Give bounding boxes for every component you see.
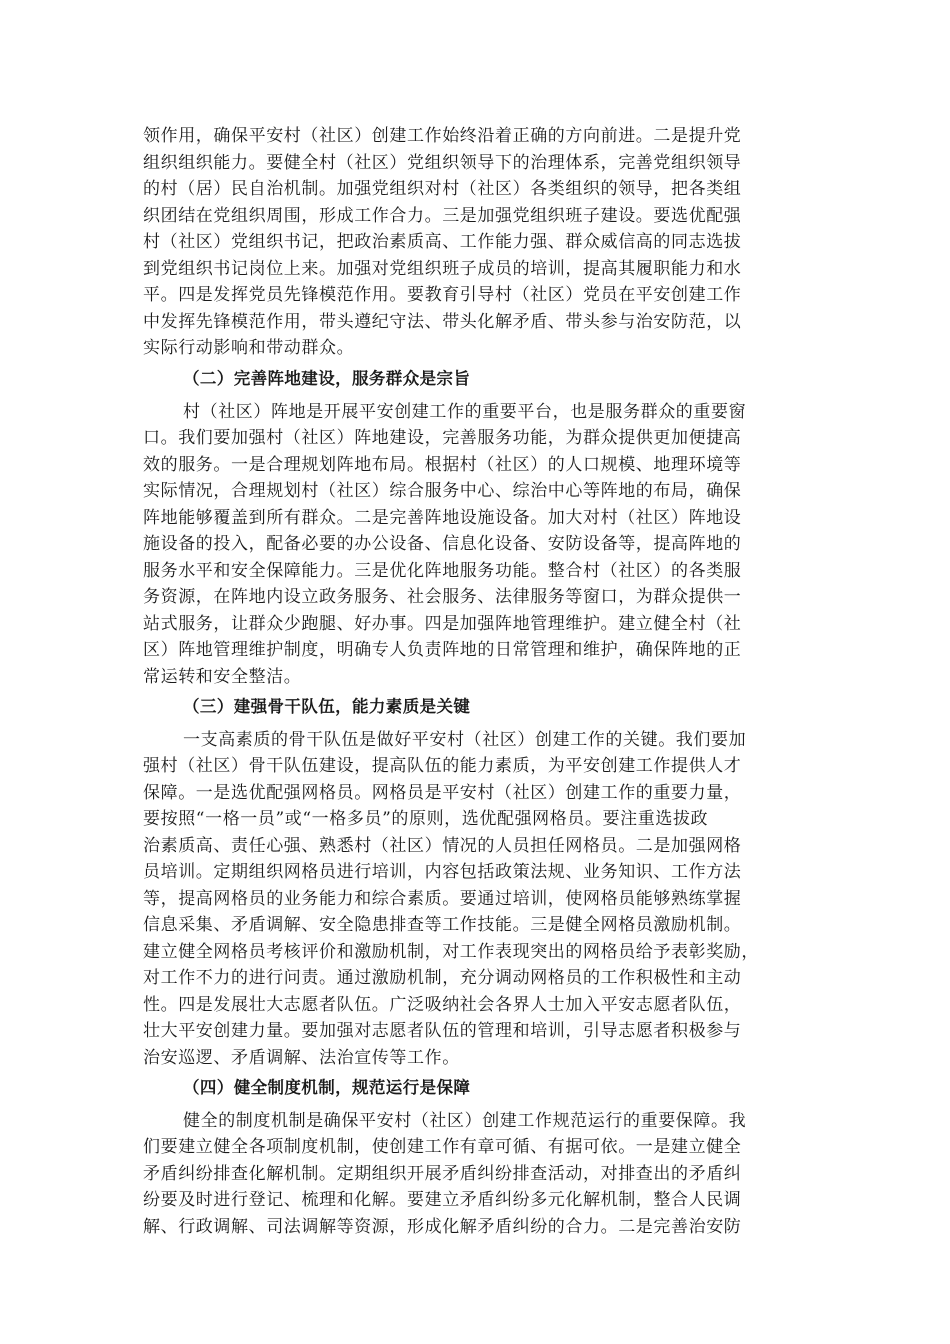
text-line: 实际行动影响和带动群众。 bbox=[143, 338, 355, 358]
text-line: 性。四是发展壮大志愿者队伍。广泛吸纳社会各界人士加入平安志愿者队伍， bbox=[143, 995, 742, 1015]
text-line: 务资源，在阵地内设立政务服务、社会服务、法律服务等窗口，为群众提供一 bbox=[143, 587, 742, 607]
text-line: 治素质高、责任心强、熟悉村（社区）情况的人员担任网格员。二是加强网格 bbox=[143, 836, 742, 856]
text-line: 施设备的投入，配备必要的办公设备、信息化设备、安防设备等，提高阵地的 bbox=[143, 534, 742, 554]
text-line: 信息采集、矛盾调解、安全隐患排查等工作技能。三是健全网格员激励机制。 bbox=[143, 915, 742, 935]
section-heading: （三）建强骨干队伍，能力素质是关键 bbox=[183, 697, 471, 716]
text-line: 领作用，确保平安村（社区）创建工作始终沿着正确的方向前进。二是提升党 bbox=[143, 126, 742, 146]
text-line: 建立健全网格员考核评价和激励机制，对工作表现突出的网格员给予表彰奖励， bbox=[143, 942, 759, 962]
text-line: 到党组织书记岗位上来。加强对党组织班子成员的培训，提高其履职能力和水 bbox=[143, 259, 742, 279]
section-heading: （四）健全制度机制，规范运行是保障 bbox=[183, 1078, 471, 1097]
text-line: 的村（居）民自治机制。加强党组织对村（社区）各类组织的领导，把各类组 bbox=[143, 179, 742, 199]
text-line: 区）阵地管理维护制度，明确专人负责阵地的日常管理和维护，确保阵地的正 bbox=[143, 640, 742, 660]
text-line: 要按照“一格一员”或“一格多员”的原则，选优配强网格员。要注重选拔政 bbox=[143, 809, 709, 829]
text-line: 织团结在党组织周围，形成工作合力。三是加强党组织班子建设。要选优配强 bbox=[143, 206, 742, 226]
text-line: 一支高素质的骨干队伍是做好平安村（社区）创建工作的关键。我们要加 bbox=[183, 730, 747, 750]
text-line: 矛盾纠纷排查化解机制。定期组织开展矛盾纠纷排查活动，对排查出的矛盾纠 bbox=[143, 1164, 742, 1184]
text-line: 对工作不力的进行问责。通过激励机制，充分调动网格员的工作积极性和主动 bbox=[143, 968, 742, 988]
text-line: 纷要及时进行登记、梳理和化解。要建立矛盾纠纷多元化解机制，整合人民调 bbox=[143, 1190, 742, 1210]
text-line: 治安巡逻、矛盾调解、法治宣传等工作。 bbox=[143, 1048, 460, 1068]
text-line: 村（社区）阵地是开展平安创建工作的重要平台，也是服务群众的重要窗 bbox=[183, 402, 747, 422]
text-line: 等，提高网格员的业务能力和综合素质。要通过培训，使网格员能够熟练掌握 bbox=[143, 889, 742, 909]
text-line: 村（社区）党组织书记，把政治素质高、工作能力强、群众威信高的同志选拔 bbox=[143, 232, 742, 252]
text-line: 效的服务。一是合理规划阵地布局。根据村（社区）的人口规模、地理环境等 bbox=[143, 455, 742, 475]
text-line: 组织组织能力。要健全村（社区）党组织领导下的治理体系，完善党组织领导 bbox=[143, 153, 742, 173]
section-heading: （二）完善阵地建设，服务群众是宗旨 bbox=[183, 369, 471, 388]
text-line: 服务水平和安全保障能力。三是优化阵地服务功能。整合村（社区）的各类服 bbox=[143, 561, 742, 581]
text-line: 们要建立健全各项制度机制，使创建工作有章可循、有据可依。一是建立健全 bbox=[143, 1137, 742, 1157]
text-line: 实际情况，合理规划村（社区）综合服务中心、综治中心等阵地的布局，确保 bbox=[143, 481, 742, 501]
text-line: 解、行政调解、司法调解等资源，形成化解矛盾纠纷的合力。二是完善治安防 bbox=[143, 1217, 742, 1237]
text-line: 健全的制度机制是确保平安村（社区）创建工作规范运行的重要保障。我 bbox=[183, 1111, 747, 1131]
text-line: 强村（社区）骨干队伍建设，提高队伍的能力素质，为平安创建工作提供人才 bbox=[143, 756, 742, 776]
text-line: 站式服务，让群众少跑腿、好办事。四是加强阵地管理维护。建立健全村（社 bbox=[143, 614, 742, 634]
text-line: 壮大平安创建力量。要加强对志愿者队伍的管理和培训，引导志愿者积极参与 bbox=[143, 1021, 742, 1041]
text-line: 员培训。定期组织网格员进行培训，内容包括政策法规、业务知识、工作方法 bbox=[143, 862, 742, 882]
text-line: 常运转和安全整洁。 bbox=[143, 667, 302, 687]
text-line: 平。四是发挥党员先锋模范作用。要教育引导村（社区）党员在平安创建工作 bbox=[143, 285, 742, 305]
text-line: 中发挥先锋模范作用，带头遵纪守法、带头化解矛盾、带头参与治安防范，以 bbox=[143, 312, 742, 332]
text-line: 阵地能够覆盖到所有群众。二是完善阵地设施设备。加大对村（社区）阵地设 bbox=[143, 508, 742, 528]
text-line: 口。我们要加强村（社区）阵地建设，完善服务功能，为群众提供更加便捷高 bbox=[143, 428, 742, 448]
text-line: 保障。一是选优配强网格员。网格员是平安村（社区）创建工作的重要力量， bbox=[143, 783, 742, 803]
